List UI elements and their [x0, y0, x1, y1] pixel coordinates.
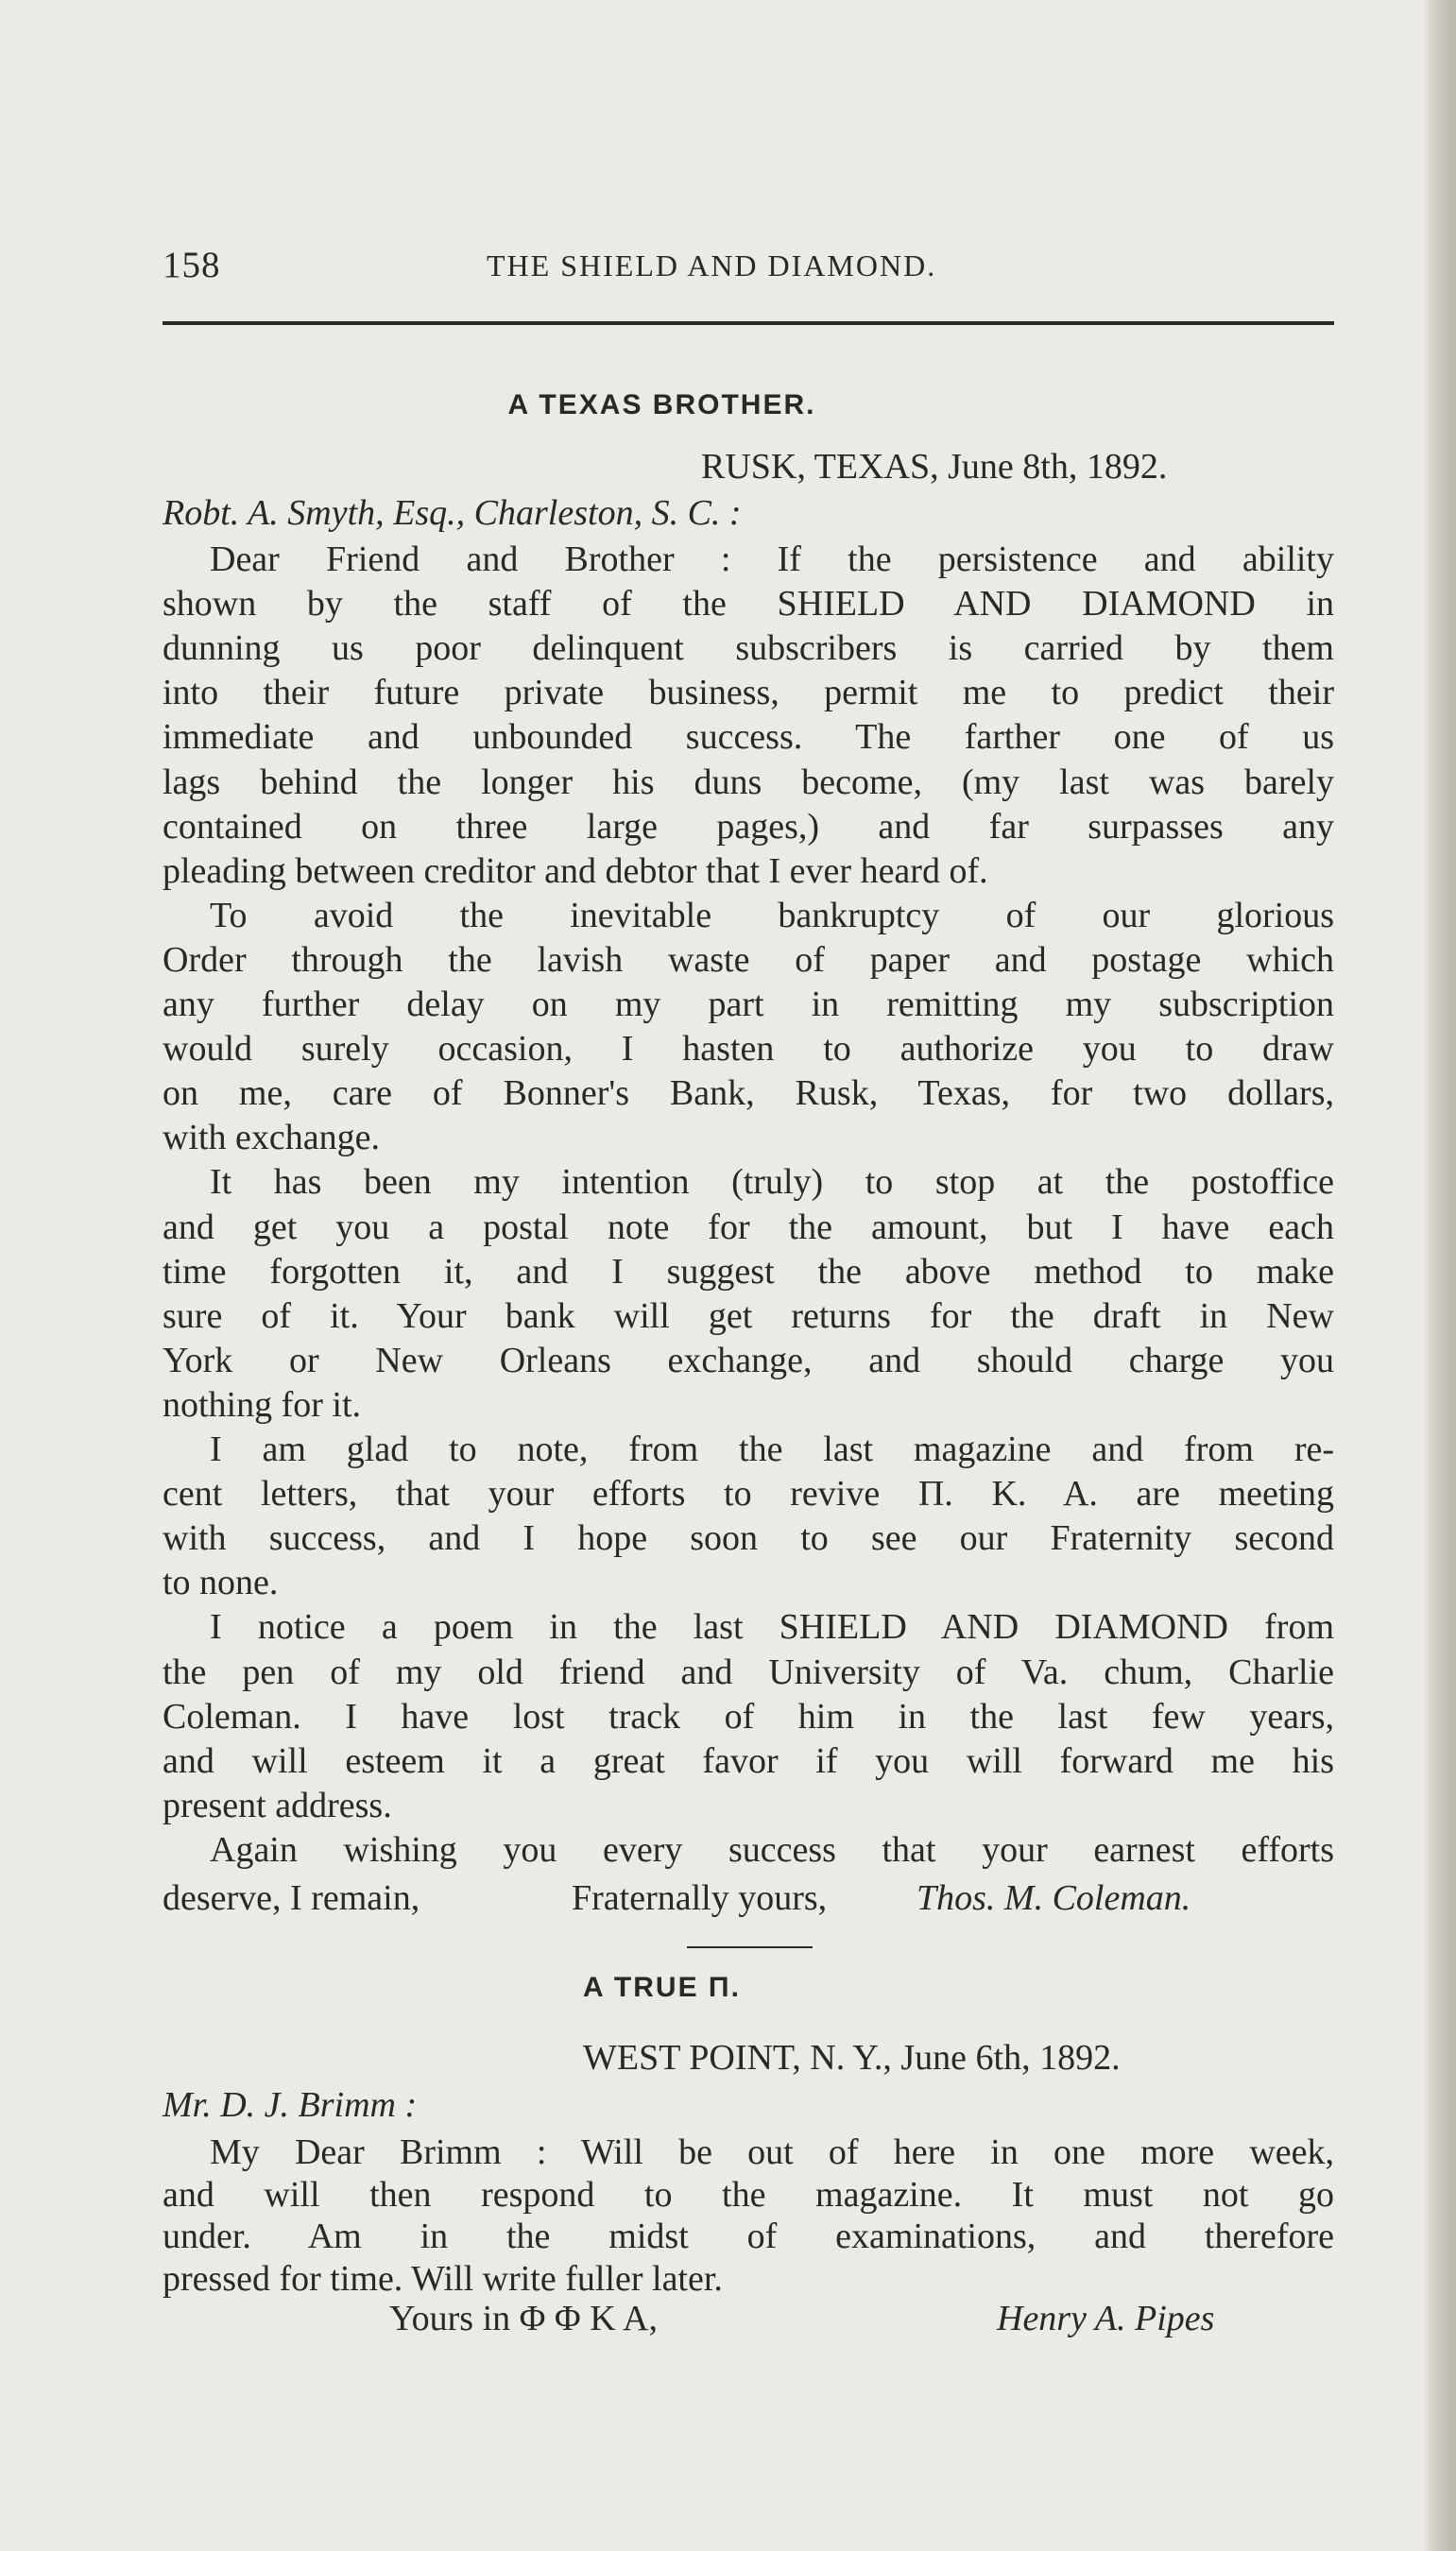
signature-pipes [997, 2296, 1214, 2341]
section-divider [687, 1946, 813, 1948]
text-line: lags behind the longer his duns become, (my last was barely [163, 762, 1334, 802]
text-line: any further delay on my part in remitting my subscription [163, 984, 1334, 1024]
text-line: pleading between creditor and debtor that I ever heard of. [163, 850, 988, 891]
text-line: into their future private business, permit me to predict their [163, 673, 1334, 713]
text-line: Order through the lavish waste of paper and postage which [163, 939, 1334, 980]
text-line: time forgotten it, and I suggest the above method to make [163, 1251, 1334, 1292]
text-line: dunning us poor delinquent subscribers is carried by them [163, 628, 1334, 669]
text-line: to none. [163, 1563, 279, 1603]
text-line: nothing for it. [163, 1384, 362, 1425]
signature-coleman [916, 1875, 1190, 1921]
dateline-rusk: RUSK, TEXAS, June 8th, 1892. [701, 447, 1168, 487]
text-line: and get you a postal note for the amount, but I have each [163, 1207, 1334, 1247]
text-line: York or New Orleans exchange, and should charge you [163, 1340, 1334, 1380]
closing-fraternally: Fraternally yours, [572, 1878, 828, 1918]
header-rule [163, 321, 1334, 325]
section-title-texas-brother: A TEXAS BROTHER. [507, 389, 816, 420]
signature-pipes-text: Henry A. Pipes [997, 2299, 1215, 2338]
page-number: 158 [163, 245, 221, 285]
text-line: contained on three large pages,) and far surpasses any [163, 806, 1334, 847]
addressee-smyth [163, 490, 1334, 536]
text-line: To avoid the inevitable bankruptcy of our glorious [210, 895, 1334, 935]
text-line: My Dear Brimm : Will be out of here in one more week, [210, 2132, 1334, 2172]
text-line: and will esteem it a great favor if you will forward me his [163, 1740, 1334, 1781]
text-line: cent letters, that your efforts to revive Π. Κ. Α. are meeting [163, 1474, 1334, 1515]
text-line: and will then respond to the magazine. It must not go [163, 2174, 1334, 2215]
addressee-brimm-text: Mr. D. J. Brimm : [163, 2085, 418, 2125]
text-line: Dear Friend and Brother : If the persistence and ability [210, 539, 1334, 579]
page-spine-shadow [1424, 0, 1456, 2551]
addressee-brimm [163, 2082, 1334, 2128]
addressee-text: Robt. A. Smyth, Esq., Charleston, S. C. : [163, 493, 742, 533]
text-line: pressed for time. Will write fuller later. [163, 2258, 723, 2299]
text-line: on me, care of Bonner's Bank, Rusk, Texas, for two dollars, [163, 1073, 1334, 1114]
text-line: would surely occasion, I hasten to authorize you to draw [163, 1029, 1334, 1070]
section-title-true-pi: A TRUE Π. [583, 1972, 741, 2003]
signature-coleman-text: Thos. M. Coleman. [916, 1878, 1191, 1918]
text-line: Coleman. I have lost track of him in the last few years, [163, 1696, 1334, 1737]
text-line: with success, and I hope soon to see our Fraternity second [163, 1518, 1334, 1559]
closing-yours-in: Yours in Φ Φ Κ Α, [389, 2299, 658, 2338]
closing-remain: deserve, I remain, [163, 1878, 420, 1918]
text-line: Again wishing you every success that your earnest efforts [210, 1829, 1334, 1870]
text-line: I notice a poem in the last SHIELD AND DIAMOND from [210, 1607, 1334, 1648]
page-header [163, 244, 1334, 300]
text-line: the pen of my old friend and University of Va. chum, Charlie [163, 1652, 1334, 1692]
text-line: shown by the staff of the SHIELD AND DIAMOND in [163, 584, 1334, 625]
text-line: present address. [163, 1785, 392, 1825]
text-line: under. Am in the midst of examinations, and therefore [163, 2217, 1334, 2256]
dateline-west-point: WEST POINT, N. Y., June 6th, 1892. [583, 2038, 1121, 2078]
text-line: with exchange. [163, 1118, 381, 1158]
text-line: It has been my intention (truly) to stop at the postoffice [210, 1162, 1334, 1203]
text-line: I am glad to note, from the last magazine and from re- [210, 1430, 1334, 1469]
text-line: sure of it. Your bank will get returns for the draft in New [163, 1295, 1334, 1336]
running-head: THE SHIELD AND DIAMOND. [487, 248, 937, 282]
text-line: immediate and unbounded success. The farther one of us [163, 717, 1334, 758]
